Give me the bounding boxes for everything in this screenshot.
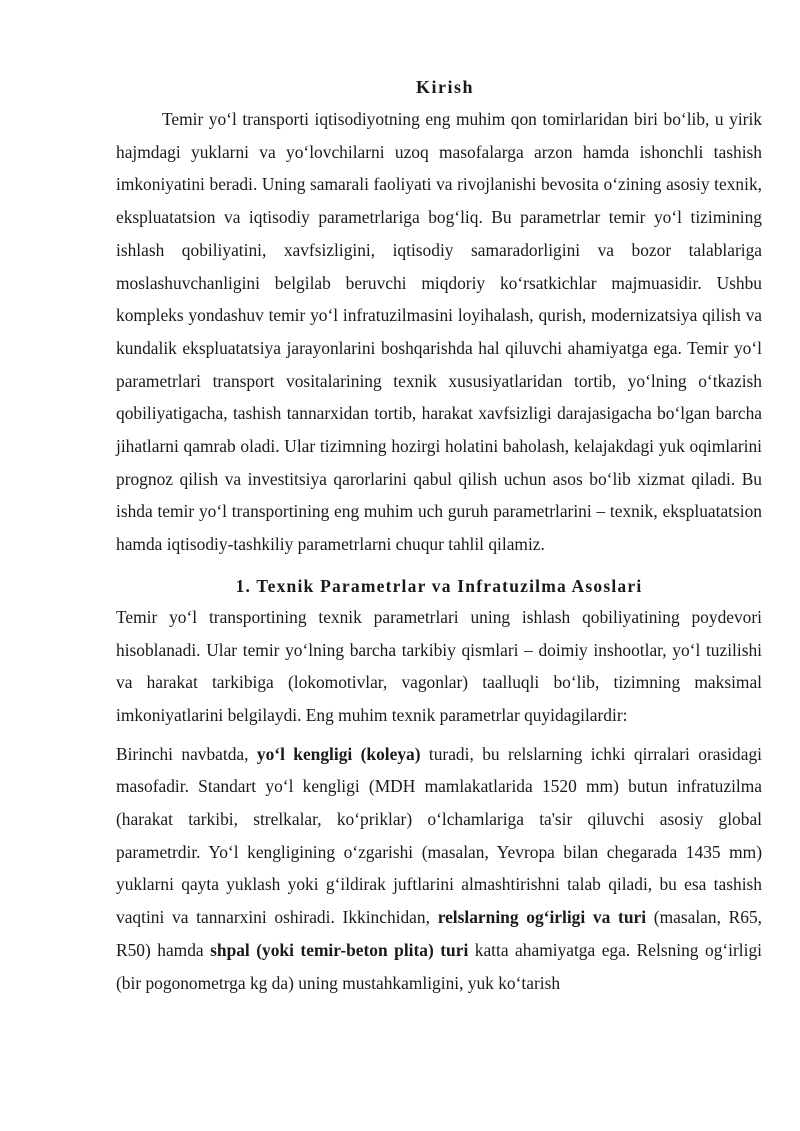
paragraph-text: katta ahamiyatga ega. Relsning og‘irligi (bir pogonometrga kg da) uning mustahkamligini, yuk ko‘tarish bbox=[116, 939, 762, 993]
term-track-gauge: yo‘l kengligi (koleya) bbox=[256, 743, 421, 764]
term-sleeper-type: shpal (yoki temir-beton plita) turi bbox=[210, 939, 469, 960]
section-1-paragraph-2 bbox=[116, 738, 762, 1000]
term-rail-weight-type: relslarning og‘irligi va turi bbox=[437, 907, 647, 928]
paragraph-text: (masalan, R65, R50) hamda bbox=[116, 907, 762, 960]
document-body bbox=[116, 72, 762, 999]
section-1-paragraph-1: Temir yo‘l transportining texnik parametrlari uning ishlash qobiliyatining poydevori hisoblanadi. Ular temir yo‘lning barcha tarkibiy qismlari – doimiy inshootlar, yo‘l tuzilishi va harakat tarkibiga (lokomotivlar, vagonlar) taalluqli bo‘lib, tizimning maksimal imkoniyatlarini belgilaydi. Eng muhim texnik parametrlar quyidagilardir: bbox=[116, 606, 762, 725]
section-1-heading: 1. Texnik Parametrlar va Infratuzilma Asoslari bbox=[235, 575, 643, 596]
paragraph-text: turadi, bu relslarning ichki qirralari orasidagi masofadir. Standart yo‘l kengligi (MDH mamlakatlarida 1520 mm) butun infratuzilma (harakat tarkibi, strelkalar, ko‘priklar) o‘lchamlariga ta'sir qiluvchi asosiy global parametrdir. Yo‘l kengligining o‘zgarishi (masalan, Yevropa bilan chegarada 1435 mm) yuklarni qayta yuklash yoki g‘ildirak juftlarini almashtirishni talab qiladi, bu esa tashish vaqtini va tannarxini oshiradi. Ikkinchidan, bbox=[116, 743, 762, 928]
intro-heading: Kirish bbox=[415, 77, 474, 97]
paragraph-text: Birinchi navbatda, bbox=[116, 743, 257, 764]
intro-paragraph: Temir yo‘l transporti iqtisodiyotning eng muhim qon tomirlaridan biri bo‘lib, u yirik hajmdagi yuklarni va yo‘lovchilarni uzoq masofalarga arzon hamda ishonchli tashish imkoniyatini beradi. Uning samarali faoliyati va rivojlanishi bevosita o‘zining asosiy texnik, ekspluatatsion va iqtisodiy parametrlariga bog‘liq. Bu parametrlar temir yo‘l tizimining ishlash qobiliyatini, xavfsizligini, iqtisodiy samaradorligini va bozor talablariga moslashuvchanligini belgilab beruvchi miqdoriy ko‘rsatkichlar majmuasidir. Ushbu kompleks yondashuv temir yo‘l infratuzilmasini loyihalash, qurish, modernizatsiya qilish va kundalik ekspluatatsiya jarayonlarini boshqarishda hal qiluvchi ahamiyatga ega. Temir yo‘l parametrlari transport vositalarining texnik xususiyatlaridan tortib, yo‘lning o‘tkazish qobiliyatigacha, tashish tannarxidan tortib, harakat xavfsizligi darajasigacha bo‘lgan barcha jihatlarni qamrab oladi. Ular tizimning hozirgi holatini baholash, kelajakdagi yuk oqimlarini prognoz qilish va investitsiya qarorlarini qabul qilish uchun asos bo‘lib xizmat qiladi. Bu ishda temir yo‘l transportining eng muhim uch guruh parametrlarini – texnik, ekspluatatsion hamda iqtisodiy-tashkiliy parametrlarni chuqur tahlil qilamiz. bbox=[116, 109, 762, 555]
